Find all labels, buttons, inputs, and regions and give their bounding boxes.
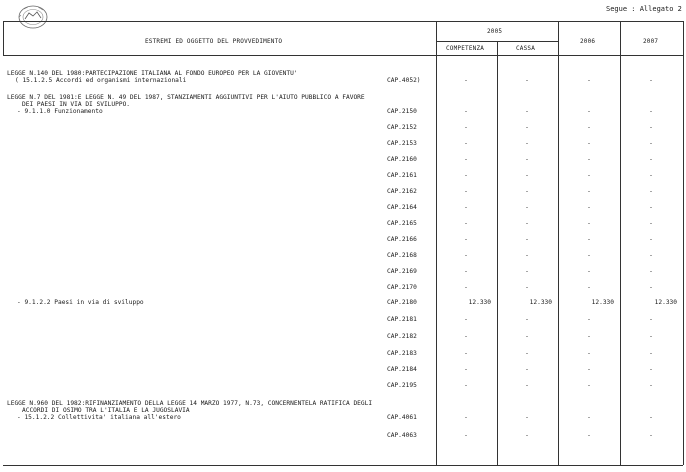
emblem-seal-icon [16,3,50,31]
value-2006: - [587,124,591,131]
value-cassa: - [525,268,529,275]
chapter-code: CAP.2165 [387,220,417,227]
value-2006: - [587,236,591,243]
value-cassa: - [525,252,529,259]
value-2007: - [649,124,653,131]
law-title-140-1980: LEGGE N.140 DEL 1980:PARTECIPAZIONE ITALIANA AL FONDO EUROPEO PER LA GIOVENTU' [7,70,298,77]
value-2007: - [649,350,653,357]
value-competenza: - [464,204,468,211]
chapter-code: CAP.2182 [387,333,417,340]
law-title-960-1982-line2: ACCORDI DI OSIMO TRA L'ITALIA E LA JUGOSLAVIA [22,407,190,414]
column-header-2006: 2006 [580,38,596,45]
chapter-code: CAP.2183 [387,350,417,357]
table-left-border [3,21,4,55]
value-competenza: - [464,350,468,357]
chapter-code: CAP.2150 [387,108,417,115]
value-2007: - [649,220,653,227]
value-competenza: - [464,333,468,340]
column-header-2007: 2007 [643,38,659,45]
value-competenza: - [464,382,468,389]
value-competenza: - [464,268,468,275]
value-competenza: - [464,366,468,373]
chapter-code: CAP.4061 [387,414,417,421]
value-2006: - [587,188,591,195]
column-divider-3 [558,21,559,465]
value-2006: - [587,382,591,389]
value-2006: - [587,432,591,439]
value-2007: 12.330 [654,299,677,306]
header-bottom-border [3,55,683,56]
table-bottom-border [3,465,683,466]
chapter-code: CAP.2170 [387,284,417,291]
value-2007: - [649,284,653,291]
value-competenza: - [464,432,468,439]
value-2006: - [587,204,591,211]
chapter-code: CAP.2161 [387,172,417,179]
chapter-code: CAP.4052) [387,77,421,84]
value-cassa: - [525,333,529,340]
value-competenza: 12.330 [468,299,491,306]
chapter-code: CAP.2180 [387,299,417,306]
subsection-9-1-1-0: - 9.1.1.0 Funzionamento [17,108,103,115]
value-2006: - [587,268,591,275]
value-cassa: - [525,204,529,211]
value-cassa: - [525,156,529,163]
value-cassa: - [525,414,529,421]
value-competenza: - [464,156,468,163]
chapter-code: CAP.2184 [387,366,417,373]
value-2006: 12.330 [591,299,614,306]
value-2007: - [649,156,653,163]
value-cassa: - [525,172,529,179]
value-competenza: - [464,414,468,421]
value-cassa: - [525,236,529,243]
chapter-code: CAP.2160 [387,156,417,163]
value-2007: - [649,188,653,195]
value-competenza: - [464,252,468,259]
law-title-7-1981-line1: LEGGE N.7 DEL 1981:E LEGGE N. 49 DEL 1987, STANZIAMENTI AGGIUNTIVI PER L'AIUTO PUBBLICO A FAVORE [7,94,365,101]
value-2007: - [649,366,653,373]
value-cassa: - [525,140,529,147]
table-top-border [3,21,683,22]
value-competenza: - [464,77,468,84]
value-2007: - [649,432,653,439]
value-2006: - [587,252,591,259]
value-2006: - [587,333,591,340]
value-2006: - [587,108,591,115]
chapter-code: CAP.2152 [387,124,417,131]
value-2007: - [649,333,653,340]
value-2007: - [649,414,653,421]
chapter-code: CAP.2153 [387,140,417,147]
law-title-960-1982-line1: LEGGE N.960 DEL 1982:RIFINANZIAMENTO DELLA LEGGE 14 MARZO 1977, N.73, CONCERNENTELA RATIFICA DEGLI [7,400,373,407]
value-2006: - [587,414,591,421]
value-2006: - [587,220,591,227]
column-header-provvedimento: ESTREMI ED OGGETTO DEL PROVVEDIMENTO [145,38,283,45]
value-2007: - [649,204,653,211]
value-2007: - [649,382,653,389]
value-2006: - [587,156,591,163]
value-cassa: 12.330 [529,299,552,306]
value-cassa: - [525,284,529,291]
value-2006: - [587,77,591,84]
chapter-code: CAP.2162 [387,188,417,195]
value-competenza: - [464,220,468,227]
continuation-label: Segue : Allegato 2 [606,5,682,13]
chapter-code: CAP.2195 [387,382,417,389]
value-competenza: - [464,172,468,179]
value-cassa: - [525,77,529,84]
value-cassa: - [525,432,529,439]
chapter-code: CAP.2169 [387,268,417,275]
value-2007: - [649,268,653,275]
value-2007: - [649,236,653,243]
value-cassa: - [525,108,529,115]
value-2006: - [587,366,591,373]
value-2007: - [649,77,653,84]
chapter-code: CAP.2168 [387,252,417,259]
value-cassa: - [525,188,529,195]
chapter-code: CAP.2181 [387,316,417,323]
value-competenza: - [464,108,468,115]
chapter-code: CAP.2166 [387,236,417,243]
value-cassa: - [525,316,529,323]
column-divider-1 [436,21,437,465]
value-2007: - [649,172,653,179]
value-2007: - [649,252,653,259]
value-cassa: - [525,220,529,227]
value-cassa: - [525,382,529,389]
chapter-code: CAP.4063 [387,432,417,439]
value-competenza: - [464,236,468,243]
value-competenza: - [464,188,468,195]
column-divider-2 [497,41,498,465]
column-divider-4 [620,21,621,465]
chapter-code: CAP.2164 [387,204,417,211]
column-header-cassa: CASSA [516,45,536,52]
value-competenza: - [464,140,468,147]
value-2006: - [587,172,591,179]
value-competenza: - [464,316,468,323]
value-cassa: - [525,124,529,131]
value-competenza: - [464,124,468,131]
value-2006: - [587,140,591,147]
value-2007: - [649,140,653,147]
subsection-15-1-2-2: - 15.1.2.2 Collettivita' italiana all'estero [17,414,181,421]
value-cassa: - [525,366,529,373]
law-title-7-1981-line2: DEI PAESI IN VIA DI SVILUPPO. [22,101,131,108]
subsection-15-1-2-5: ( 15.1.2.5 Accordi ed organismi internazionali [15,77,187,84]
value-2007: - [649,316,653,323]
value-2006: - [587,284,591,291]
subsection-9-1-2-2: - 9.1.2.2 Paesi in via di sviluppo [17,299,144,306]
value-competenza: - [464,284,468,291]
value-cassa: - [525,350,529,357]
table-right-border [683,21,684,465]
column-header-competenza: COMPETENZA [446,45,485,52]
value-2007: - [649,108,653,115]
column-header-2005: 2005 [487,28,503,35]
value-2006: - [587,316,591,323]
value-2006: - [587,350,591,357]
